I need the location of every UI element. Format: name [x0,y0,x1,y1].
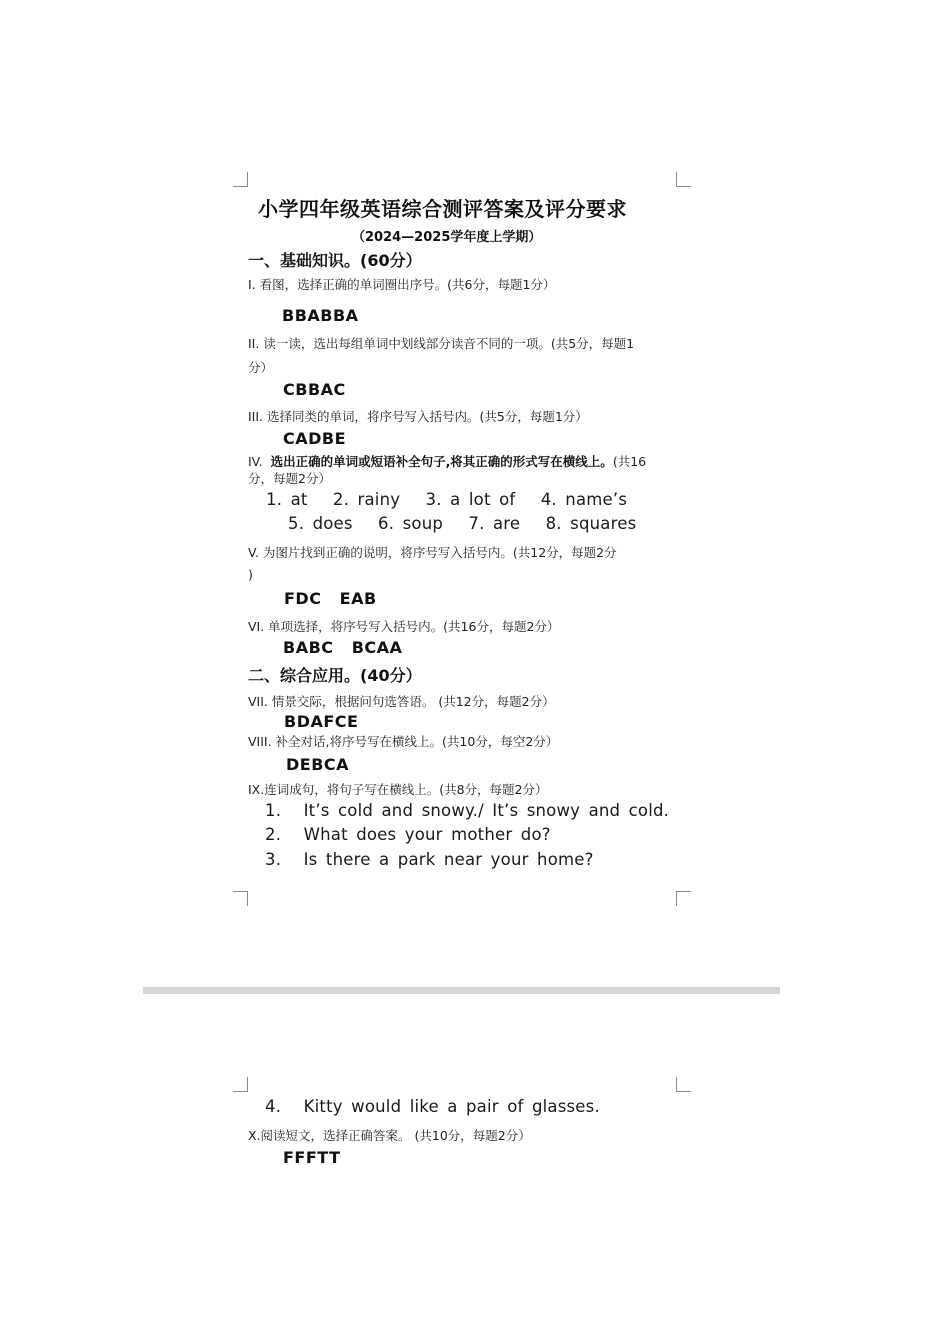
question-9-item [265,825,551,844]
crop-mark-bottom-left [233,891,248,906]
question-7-instruction: VII. 情景交际，根据问句选答语。 (共12分，每题2分） [248,694,555,709]
question-4-prefix: IV. [248,454,263,469]
question-8-instruction: VIII. 补全对话,将序号写在横线上。(共10分，每空2分） [248,734,559,749]
page-title: 小学四年级英语综合测评答案及评分要求 [258,197,627,221]
section-heading-applied: 二、综合应用。(40分） [248,666,422,685]
question-6-instruction: VI. 单项选择，将序号写入括号内。(共16分，每题2分） [248,619,560,634]
question-3-instruction: III. 选择同类的单词，将序号写入括号内。(共5分，每题1分） [248,409,588,424]
question-4-answers-row-1: 1. at 2. rainy 3. a lot of 4. name’s [266,490,628,509]
question-9-item-number: 1. [265,801,282,820]
question-9-item [265,801,669,820]
question-1-instruction: I. 看图，选择正确的单词圈出序号。(共6分，每题1分） [248,277,556,292]
question-3-answer: CADBE [283,429,347,448]
question-9-item [265,1097,600,1116]
question-5-answer: FDC EAB [284,589,377,608]
question-9-item-number: 2. [265,825,282,844]
question-7-answer: BDAFCE [284,712,359,731]
question-4-instruction-bold: 选出正确的单词或短语补全句子,将其正确的形式写在横线上。 [270,454,613,469]
question-5-instruction: V. 为图片找到正确的说明，将序号写入括号内。(共12分，每题2分 [248,545,617,560]
question-9-item-text: It’s cold and snowy./ It’s snowy and cold. [303,801,670,820]
question-6-answer: BABC BCAA [283,638,403,657]
crop-mark-bottom-right [676,891,691,906]
question-2-instruction: II. 读一读，选出每组单词中划线部分读音不同的一项。(共5分，每题1 [248,336,635,351]
page-subtitle: （2024—2025学年度上学期） [352,230,542,245]
page-break-divider [143,987,780,994]
question-4-instruction-tail: (共16 [612,454,647,469]
question-5-instruction-cont: ) [248,567,253,582]
crop-mark-top-left [233,172,248,187]
section-heading-basic: 一、基础知识。(60分） [248,251,422,270]
question-2-instruction-cont: 分） [248,360,274,375]
question-9-instruction: IX.连词成句，将句子写在横线上。(共8分，每题2分） [248,782,548,797]
question-4-instruction [248,452,646,470]
question-9-item-text: Kitty would like a pair of glasses. [303,1097,600,1116]
question-9-item-number: 4. [265,1097,282,1116]
question-2-answer: CBBAC [283,380,346,399]
question-1-answer: BBABBA [282,306,359,325]
crop-mark-top-right [676,172,691,187]
crop-mark-top-right [676,1077,691,1092]
question-9-item-number: 3. [265,850,282,869]
question-10-instruction: X.阅读短文，选择正确答案。 (共10分，每题2分） [248,1128,531,1143]
crop-mark-top-left [233,1077,248,1092]
question-8-answer: DEBCA [286,755,350,774]
question-4-instruction-cont: 分，每题2分） [248,471,331,486]
question-10-answer: FFFTT [283,1148,341,1167]
question-9-item-text: Is there a park near your home? [303,850,594,869]
question-4-answers-row-2: 5. does 6. soup 7. are 8. squares [288,514,637,533]
question-9-item [265,850,594,869]
question-9-item-text: What does your mother do? [303,825,551,844]
